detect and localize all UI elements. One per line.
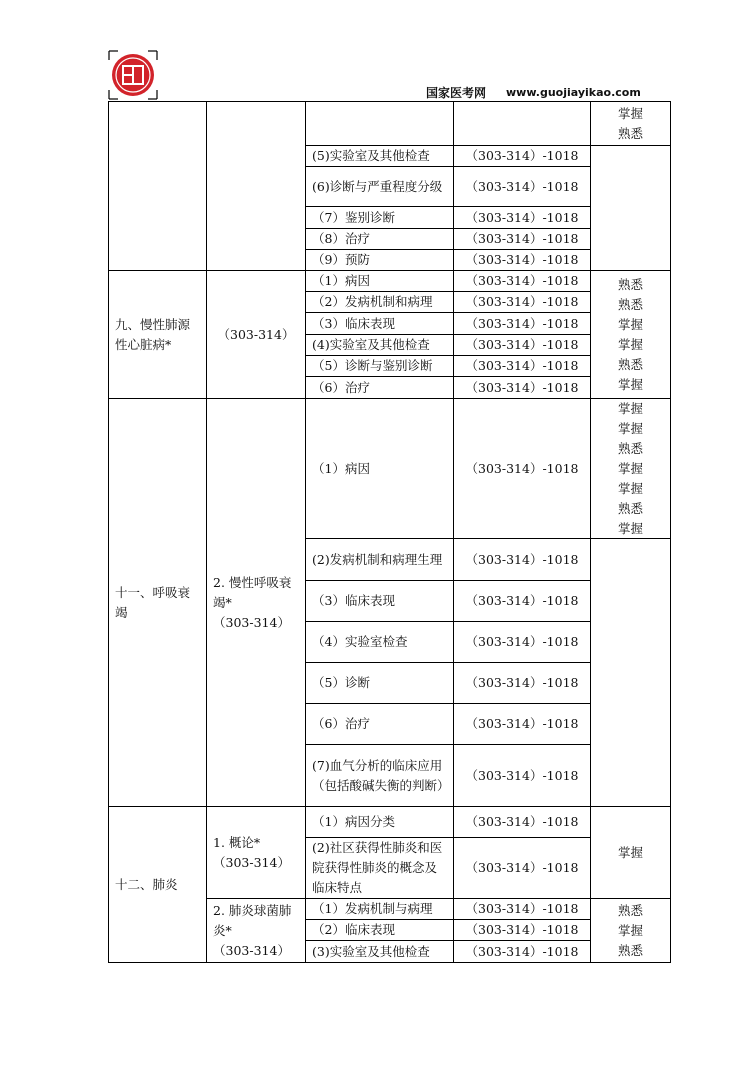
req-value: 熟悉 [617,902,643,918]
item-label: （5）诊断 [305,662,454,704]
req-list-cell [590,398,671,539]
topic-code: （303-314） [213,854,290,870]
item-label: （1）发病机制与病理 [305,898,454,920]
item-code: （303-314）-1018 [453,291,591,313]
req-value: 熟悉 [617,500,643,516]
item-label: （8）治疗 [305,228,454,250]
item-label: (2)社区获得性肺炎和医院获得性肺炎的概念及临床特点 [305,837,454,899]
item-code: （303-314）-1018 [453,270,591,292]
item-label: （1）病因 [305,398,454,539]
item-code: （303-314）-1018 [453,837,591,899]
item-code: （303-314）-1018 [453,312,591,335]
item-label: （6）治疗 [305,376,454,399]
item-label: （1）病因分类 [305,806,454,838]
item-code: （303-314）-1018 [453,538,591,581]
item-label: (6)诊断与严重程度分级 [305,166,454,207]
item-label: (2)发病机制和病理生理 [305,538,454,581]
item-code: （303-314）-1018 [453,580,591,622]
item-cell-continued [305,101,454,146]
site-header [426,84,656,100]
req-cell-empty [590,145,671,271]
item-label: （3）临床表现 [305,580,454,622]
item-label: （5）诊断与鉴别诊断 [305,355,454,377]
req-value: 掌握 [617,376,643,392]
req-value: 掌握 [617,520,643,536]
item-code: （303-314）-1018 [453,398,591,539]
req-value: 熟悉 [617,942,643,958]
unit-cell: 十二、肺炎 [108,806,207,963]
item-code: （303-314）-1018 [453,355,591,377]
item-code: （303-314）-1018 [453,898,591,920]
topic-cell [206,398,306,807]
req-value: 熟悉 [617,296,643,312]
req-list-cell [590,898,671,963]
item-code: （303-314）-1018 [453,334,591,356]
topic-code-cell: （303-314） [206,270,306,399]
topic-code: （303-314） [213,614,290,630]
item-code: （303-314）-1018 [453,206,591,229]
unit-cell: 九、慢性肺源性心脏病* [108,270,207,399]
item-code: （303-314）-1018 [453,228,591,250]
item-code: （303-314）-1018 [453,621,591,663]
item-label: （2）临床表现 [305,919,454,941]
item-label: （9）预防 [305,249,454,271]
item-code: （303-314）-1018 [453,145,591,167]
item-label: （4）实验室检查 [305,621,454,663]
item-code: （303-314）-1018 [453,919,591,941]
req-value: 熟悉 [617,440,643,456]
item-label: （2）发病机制和病理 [305,291,454,313]
item-label: (7)血气分析的临床应用（包括酸碱失衡的判断） [305,744,454,807]
req-value: 掌握 [617,336,643,352]
req-cell: 掌握 [590,806,671,899]
item-code: （303-314）-1018 [453,940,591,963]
item-label: （1）病因 [305,270,454,292]
item-code: （303-314）-1018 [453,166,591,207]
req-value: 掌握 [617,922,643,938]
item-code: （303-314）-1018 [453,376,591,399]
item-label: （7）鉴别诊断 [305,206,454,229]
req-value: 掌握 [617,460,643,476]
req-value: 掌握 [617,480,643,496]
item-label: （3）临床表现 [305,312,454,335]
req-value: 掌握 [617,420,643,436]
item-code: （303-314）-1018 [453,806,591,838]
item-code: （303-314）-1018 [453,744,591,807]
unit-cell-continued [108,101,207,271]
site-url[interactable]: www.guojiayikao.com [506,85,641,99]
req-value: 掌握 [617,400,643,416]
item-code: （303-314）-1018 [453,662,591,704]
topic-label: 2. 慢性呼吸衰竭* [213,574,292,610]
topic-cell [206,806,306,899]
req-cell: 掌握 熟悉 [590,101,671,146]
code-cell-continued [453,101,591,146]
item-label: （6）治疗 [305,703,454,745]
logo-seal-icon [108,50,158,100]
item-label: (4)实验室及其他检查 [305,334,454,356]
item-code: （303-314）-1018 [453,249,591,271]
item-label: (3)实验室及其他检查 [305,940,454,963]
unit-cell: 十一、呼吸衰竭 [108,398,207,807]
topic-cell-continued [206,101,306,271]
topic-code: （303-314） [213,942,290,958]
topic-label: 1. 概论* [213,834,261,850]
topic-cell [206,898,306,963]
req-cell-empty [590,538,671,807]
topic-label: 2. 肺炎球菌肺炎* [213,902,292,938]
req-value: 熟悉 [617,276,643,292]
req-value: 掌握 [617,316,643,332]
item-code: （303-314）-1018 [453,703,591,745]
req-value: 熟悉 [617,356,643,372]
req-list-cell [590,270,671,399]
item-label: (5)实验室及其他检查 [305,145,454,167]
site-name: 国家医考网 [426,85,487,100]
